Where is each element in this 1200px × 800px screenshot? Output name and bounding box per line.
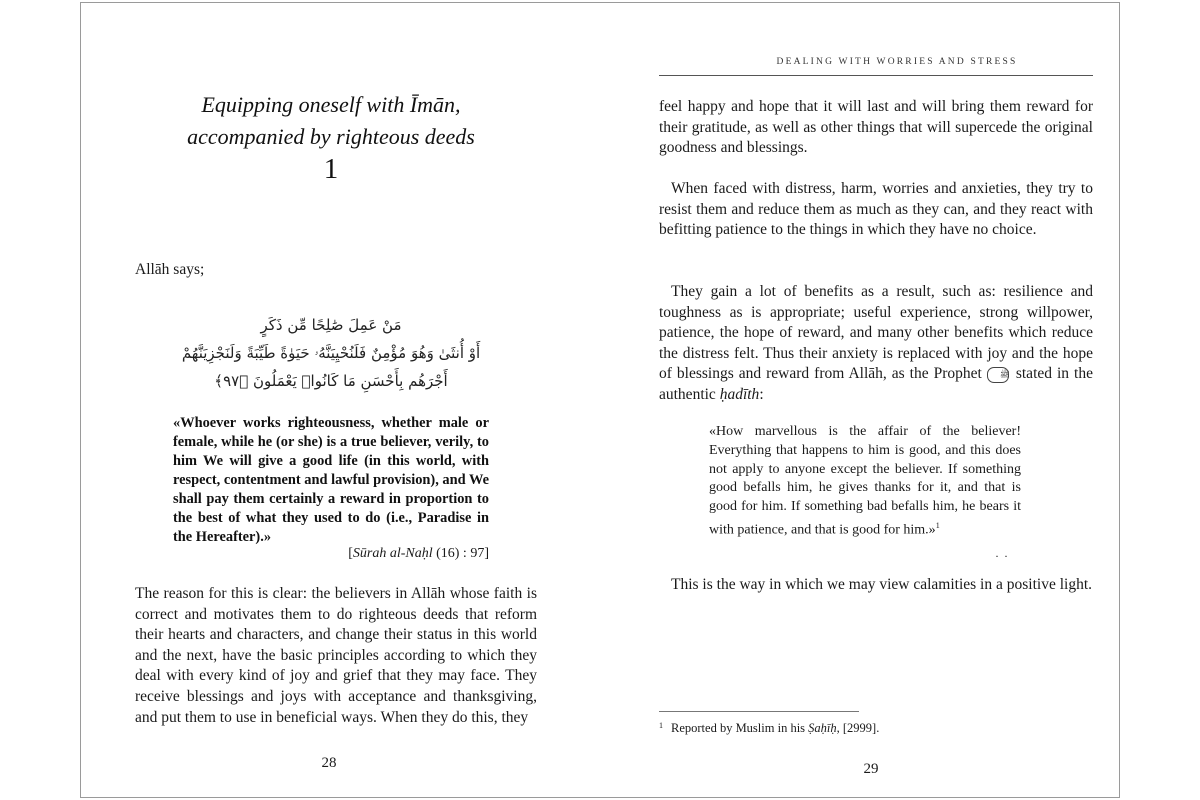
footnote-mark: 1 (659, 721, 663, 730)
citation-surah: Sūrah al-Naḥl (352, 546, 433, 561)
page-number-right: 29 (863, 761, 879, 777)
page-number-left: 28 (321, 755, 337, 771)
arabic-verse-line-1: مَنْ عَمِلَ صَٰلِحًا مِّن ذَكَرٍ (260, 316, 402, 334)
footnote-rule (659, 711, 859, 712)
para3-colon: : (759, 385, 764, 403)
footnote-ref: , [2999]. (836, 721, 880, 735)
para3-start: They gain a lot of benefits as a result, such as: resilience and toughness as is appropriate; useful experience, strong willpower, patience, the hope of reward, and many other benefits which reduce the distress felt. Thus their anxiety is replaced with joy and the hope of blessings and reward from Allāh, as the Prophet (659, 283, 1093, 383)
chapter-number: 1 (323, 153, 339, 185)
citation-open: [ (348, 546, 353, 561)
right-paragraph-1: feel happy and hope that it will last and will bring them reward for their gratitude, as well as other things that will supercede the original goodness and blessings. (659, 98, 1093, 157)
intro-text: Allāh says; (135, 261, 205, 278)
verse-citation (173, 546, 489, 562)
footnote (659, 721, 879, 736)
right-page (601, 3, 1119, 797)
verse-translation: «Whoever works righteousness, whether male or female, while he (or she) is a true believer, verily, to him We will give a good life (in this world, with respect, contentment and lawful provision), and We shall pay them certainly a reward in proportion to the best of what they used to do (i.e., Paradise in the Hereafter).» (173, 415, 489, 545)
left-body-paragraph: The reason for this is clear: the believers in Allāh whose faith is correct and motivates them to do righteous deeds that reform their hearts and characters, and change their status in this world and the next, have the basic principles according to which they deal with every kind of joy and grief that they may face. They receive blessings and joys with acceptance and thanksgiving, and put them to use in beneficial ways. When they do this, they (135, 585, 537, 726)
footnote-source: Ṣaḥīḥ (808, 721, 837, 735)
arabic-verse-line-2: أَوْ أُنثَىٰ وَهُوَ مُؤْمِنٌ فَلَنُحْيِيَنَّهُۥ حَيَوٰةً طَيِّبَةً وَلَنَجْزِيَنَّهُمْ (181, 344, 481, 362)
chapter-title-line-1: Equipping oneself with Īmān, (201, 92, 461, 117)
running-head-rule (659, 75, 1093, 76)
chapter-title (171, 89, 491, 153)
ornament-dots: · · (995, 549, 1009, 563)
footnote-text: Reported by Muslim in his (671, 721, 809, 735)
right-paragraph-2: When faced with distress, harm, worries and anxieties, they try to resist them and reduce them as much as they can, and they react with befitting patience to the things in which they have no choice. (659, 180, 1093, 239)
citation-ref: (16) : 97] (432, 546, 489, 561)
hadith-quote (709, 423, 1021, 540)
salawat-icon: ﷺ (987, 367, 1009, 383)
arabic-verse-line-3: أَجْرَهُم بِأَحْسَنِ مَا كَانُوا۟ يَعْمَلُونَ ﴿٩٧﴾ (214, 372, 448, 390)
left-page (81, 3, 601, 797)
para3-end: stated in the authentic (659, 365, 1093, 403)
right-paragraph-4: This is the way in which we may view calamities in a positive light. (671, 576, 1092, 593)
chapter-title-line-2: accompanied by righteous deeds (187, 124, 475, 149)
para3-term: ḥadīth (719, 385, 760, 403)
right-paragraph-3 (659, 282, 1093, 406)
hadith-text: «How marvellous is the affair of the believer! Everything that happens to him is good, and this does not apply to anyone except the believer. If something good befalls him, he gives thanks for it, and that is good for him. If something bad befalls him, he bears it with patience, and that is good for him.» (709, 424, 1021, 538)
arabic-verse (161, 311, 501, 395)
running-head: DEALING WITH WORRIES AND STRESS (776, 57, 1018, 67)
book-spread (80, 2, 1120, 798)
hadith-footnote-mark: 1 (935, 520, 940, 530)
